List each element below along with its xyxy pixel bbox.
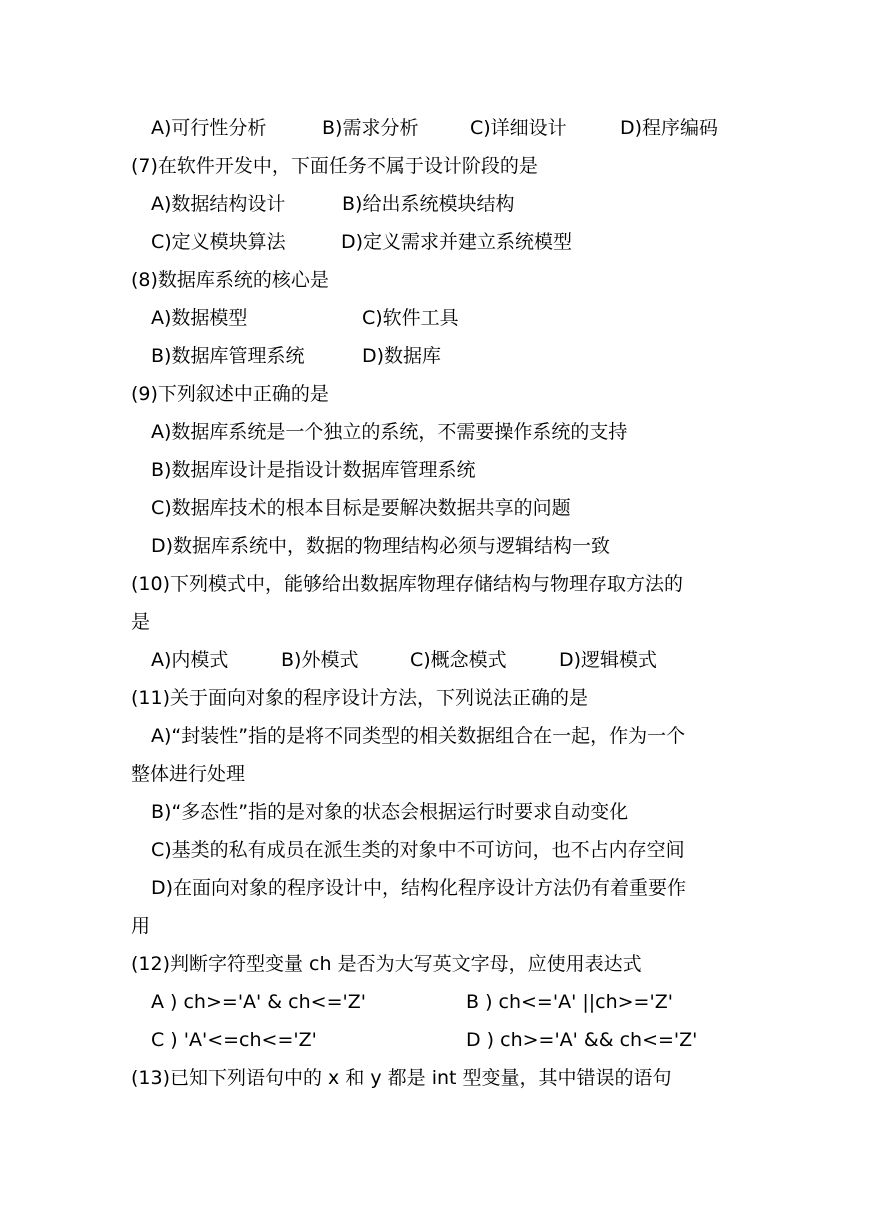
q7-option-b: B)给出系统模块结构 xyxy=(342,193,515,215)
q8-option-c: C)软件工具 xyxy=(362,307,459,329)
q8-option-d: D)数据库 xyxy=(362,345,442,367)
q10-stem-line1: (10)下列模式中，能够给出数据库物理存储结构与物理存取方法的 xyxy=(131,573,684,595)
q12-option-d: D ) ch>='A' && ch<='Z' xyxy=(466,1029,698,1051)
q8-stem: (8)数据库系统的核心是 xyxy=(131,269,329,291)
q11-option-d-line2: 用 xyxy=(131,915,151,937)
top-option-b: B)需求分析 xyxy=(322,117,419,139)
top-option-d: D)程序编码 xyxy=(620,117,719,139)
q7-option-c: C)定义模块算法 xyxy=(151,231,286,253)
q8-option-b: B)数据库管理系统 xyxy=(151,345,305,367)
top-option-c: C)详细设计 xyxy=(470,117,567,139)
q10-stem-line2: 是 xyxy=(131,611,151,633)
q11-option-b: B)“多态性”指的是对象的状态会根据运行时要求自动变化 xyxy=(151,801,629,823)
top-option-a: A)可行性分析 xyxy=(151,117,267,139)
q7-option-a: A)数据结构设计 xyxy=(151,193,286,215)
q9-stem: (9)下列叙述中正确的是 xyxy=(131,383,329,405)
q7-option-d: D)定义需求并建立系统模型 xyxy=(341,231,573,253)
q10-option-d: D)逻辑模式 xyxy=(559,649,658,671)
q10-option-a: A)内模式 xyxy=(151,649,229,671)
q7-stem: (7)在软件开发中，下面任务不属于设计阶段的是 xyxy=(131,155,538,177)
q12-option-c: C ) 'A'<=ch<='Z' xyxy=(151,1029,317,1051)
q11-option-d-line1: D)在面向对象的程序设计中，结构化程序设计方法仍有着重要作 xyxy=(151,877,687,899)
q11-option-a-line2: 整体进行处理 xyxy=(131,763,246,785)
q8-option-a: A)数据模型 xyxy=(151,307,248,329)
q9-option-a: A)数据库系统是一个独立的系统，不需要操作系统的支持 xyxy=(151,421,628,443)
q9-option-c: C)数据库技术的根本目标是要解决数据共享的问题 xyxy=(151,497,571,519)
q12-stem: (12)判断字符型变量 ch 是否为大写英文字母，应使用表达式 xyxy=(131,953,642,975)
q13-stem: (13)已知下列语句中的 x 和 y 都是 int 型变量，其中错误的语句 xyxy=(131,1067,672,1089)
q11-option-a-line1: A)“封装性”指的是将不同类型的相关数据组合在一起，作为一个 xyxy=(151,725,686,747)
q9-option-b: B)数据库设计是指设计数据库管理系统 xyxy=(151,459,476,481)
q11-stem: (11)关于面向对象的程序设计方法，下列说法正确的是 xyxy=(131,687,589,709)
q11-option-c: C)基类的私有成员在派生类的对象中不可访问，也不占内存空间 xyxy=(151,839,685,861)
q9-option-d: D)数据库系统中，数据的物理结构必须与逻辑结构一致 xyxy=(151,535,611,557)
q10-option-b: B)外模式 xyxy=(281,649,359,671)
q10-option-c: C)概念模式 xyxy=(410,649,507,671)
q12-option-b: B ) ch<='A' ||ch>='Z' xyxy=(466,991,673,1013)
q12-option-a: A ) ch>='A' & ch<='Z' xyxy=(151,991,366,1013)
